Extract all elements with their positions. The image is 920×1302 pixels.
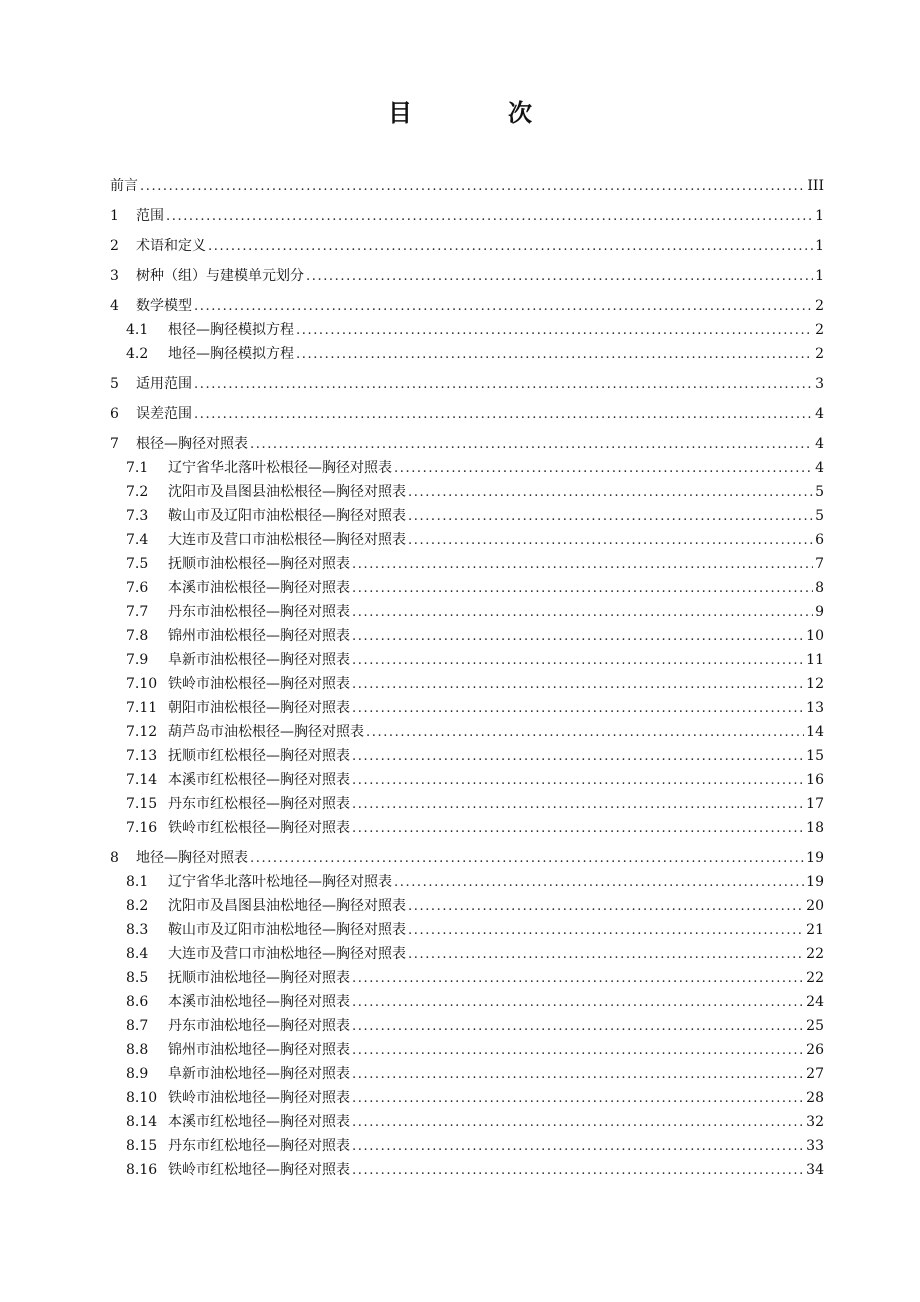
toc-entry-title: 大连市及营口市油松根径—胸径对照表: [168, 532, 406, 548]
toc-entry-title: 本溪市红松根径—胸径对照表: [168, 772, 350, 788]
toc-entry-page: 19: [806, 850, 824, 866]
toc-leader-dots: [352, 769, 804, 793]
toc-subentry[interactable]: [110, 1110, 824, 1134]
toc-entry-number: 2: [110, 238, 119, 254]
toc-entry-title: 地径—胸径对照表: [136, 850, 248, 866]
toc-subentry[interactable]: [110, 1038, 824, 1062]
toc-entry-title: 树种（组）与建模单元划分: [136, 268, 304, 284]
table-of-contents: [110, 174, 824, 1182]
toc-entry-page: 8: [815, 580, 824, 596]
toc-entry-page: 24: [806, 994, 824, 1010]
toc-entry-page: 33: [806, 1138, 824, 1154]
toc-entry-title: 铁岭市红松地径—胸径对照表: [168, 1162, 350, 1178]
toc-entry-number: 7.8: [126, 628, 149, 644]
toc-entry-number: 5: [110, 376, 119, 392]
toc-entry-page: 4: [815, 436, 824, 452]
toc-entry-page: 16: [806, 772, 824, 788]
toc-entry-page: 5: [815, 484, 824, 500]
toc-leader-dots: [394, 871, 804, 895]
toc-entry-number: 7.7: [126, 604, 149, 620]
toc-subentry[interactable]: [110, 480, 824, 504]
toc-entry-title: 丹东市红松根径—胸径对照表: [168, 796, 350, 812]
toc-leader-dots: [194, 403, 813, 427]
toc-entry-number: 7.9: [126, 652, 149, 668]
toc-entry-title: 锦州市油松地径—胸径对照表: [168, 1042, 350, 1058]
toc-entry-number: 7.13: [126, 748, 158, 764]
toc-entry-number: 8.6: [126, 994, 149, 1010]
toc-subentry[interactable]: [110, 696, 824, 720]
toc-leader-dots: [366, 721, 804, 745]
toc-entry-title: 铁岭市红松根径—胸径对照表: [168, 820, 350, 836]
toc-leader-dots: [352, 1015, 804, 1039]
toc-entry-number: 7.4: [126, 532, 149, 548]
toc-entry-title: 辽宁省华北落叶松根径—胸径对照表: [168, 460, 392, 476]
toc-entry-page: 3: [815, 376, 824, 392]
toc-leader-dots: [352, 745, 804, 769]
toc-entry-page: 2: [815, 322, 824, 338]
toc-entry[interactable]: [110, 372, 824, 396]
toc-leader-dots: [194, 295, 813, 319]
toc-leader-dots: [306, 265, 813, 289]
toc-entry-page: 5: [815, 508, 824, 524]
toc-entry-number: 7.5: [126, 556, 149, 572]
toc-entry-title: 大连市及营口市油松地径—胸径对照表: [168, 946, 406, 962]
toc-entry-title: 抚顺市油松根径—胸径对照表: [168, 556, 350, 572]
page-title: 目 次: [388, 99, 568, 127]
toc-leader-dots: [352, 1111, 804, 1135]
toc-entry-page: 27: [806, 1066, 824, 1082]
toc-entry-page: 1: [815, 268, 824, 284]
toc-subentry[interactable]: [110, 768, 824, 792]
toc-entry-title: 本溪市油松地径—胸径对照表: [168, 994, 350, 1010]
toc-entry-page: 20: [806, 898, 824, 914]
toc-entry[interactable]: [110, 432, 824, 456]
toc-entry-page: 17: [806, 796, 824, 812]
toc-entry-number: 8.4: [126, 946, 149, 962]
toc-entry-page: 6: [815, 532, 824, 548]
toc-entry-page: 7: [815, 556, 824, 572]
toc-entry[interactable]: [110, 264, 824, 288]
toc-entry-number: 7.16: [126, 820, 158, 836]
toc-entry-title: 根径—胸径模拟方程: [168, 322, 294, 338]
toc-subentry[interactable]: [110, 648, 824, 672]
toc-entry-page: 9: [815, 604, 824, 620]
toc-entry-title: 锦州市油松根径—胸径对照表: [168, 628, 350, 644]
toc-entry-title: 抚顺市油松地径—胸径对照表: [168, 970, 350, 986]
toc-entry-number: 8.10: [126, 1090, 158, 1106]
toc-entry-number: 8.7: [126, 1018, 149, 1034]
toc-subentry[interactable]: [110, 990, 824, 1014]
toc-entry-title: 本溪市油松根径—胸径对照表: [168, 580, 350, 596]
toc-leader-dots: [408, 895, 804, 919]
toc-subentry[interactable]: [110, 624, 824, 648]
toc-leader-dots: [352, 625, 804, 649]
toc-leader-dots: [352, 601, 813, 625]
toc-subentry[interactable]: [110, 552, 824, 576]
toc-entry-number: 8.1: [126, 874, 149, 890]
toc-entry-title: 误差范围: [136, 406, 192, 422]
toc-leader-dots: [352, 649, 804, 673]
toc-entry-number: 6: [110, 406, 119, 422]
toc-entry-page: 32: [806, 1114, 824, 1130]
toc-subentry[interactable]: [110, 1014, 824, 1038]
toc-subentry[interactable]: [110, 318, 824, 342]
toc-subentry[interactable]: [110, 672, 824, 696]
toc-leader-dots: [352, 577, 813, 601]
toc-subentry[interactable]: [110, 1062, 824, 1086]
toc-leader-dots: [296, 343, 813, 367]
toc-entry-page: 11: [806, 652, 824, 668]
toc-subentry[interactable]: [110, 792, 824, 816]
toc-entry-title: 丹东市油松根径—胸径对照表: [168, 604, 350, 620]
toc-entry-title: 辽宁省华北落叶松地径—胸径对照表: [168, 874, 392, 890]
toc-entry-number: 7.15: [126, 796, 158, 812]
toc-entry-title: 范围: [136, 208, 164, 224]
toc-entry-title: 阜新市油松地径—胸径对照表: [168, 1066, 350, 1082]
toc-leader-dots: [250, 847, 804, 871]
toc-entry-number: 4: [110, 298, 119, 314]
toc-entry-page: 34: [806, 1162, 824, 1178]
toc-subentry[interactable]: [110, 1158, 824, 1182]
toc-entry-page: 10: [806, 628, 824, 644]
toc-entry[interactable]: [110, 846, 824, 870]
toc-entry-number: 7.1: [126, 460, 149, 476]
toc-entry-page: III: [807, 178, 824, 194]
toc-entry-title: 鞍山市及辽阳市油松地径—胸径对照表: [168, 922, 406, 938]
toc-entry-number: 7.2: [126, 484, 149, 500]
toc-entry-number: 7.12: [126, 724, 158, 740]
toc-entry-number: 7.3: [126, 508, 149, 524]
toc-leader-dots: [352, 1135, 804, 1159]
toc-subentry[interactable]: [110, 576, 824, 600]
toc-entry-number: 7.11: [126, 700, 158, 716]
toc-entry-number: 8.14: [126, 1114, 158, 1130]
toc-leader-dots: [208, 235, 813, 259]
toc-entry-page: 13: [806, 700, 824, 716]
toc-subentry[interactable]: [110, 1134, 824, 1158]
toc-entry-number: 8.15: [126, 1138, 158, 1154]
toc-entry-number: 8.2: [126, 898, 149, 914]
toc-entry[interactable]: [110, 402, 824, 426]
toc-leader-dots: [394, 457, 813, 481]
toc-leader-dots: [352, 673, 804, 697]
toc-entry-title: 沈阳市及昌图县油松根径—胸径对照表: [168, 484, 406, 500]
toc-entry-page: 25: [806, 1018, 824, 1034]
toc-entry-title: 术语和定义: [136, 238, 206, 254]
toc-subentry[interactable]: [110, 600, 824, 624]
toc-entry[interactable]: [110, 294, 824, 318]
toc-entry[interactable]: [110, 234, 824, 258]
toc-entry-title: 铁岭市油松根径—胸径对照表: [168, 676, 350, 692]
toc-entry-title: 铁岭市油松地径—胸径对照表: [168, 1090, 350, 1106]
toc-subentry[interactable]: [110, 966, 824, 990]
toc-entry-number: 1: [110, 208, 119, 224]
toc-leader-dots: [408, 481, 813, 505]
toc-entry-page: 21: [806, 922, 824, 938]
toc-entry-page: 18: [806, 820, 824, 836]
toc-entry-title: 地径—胸径模拟方程: [168, 346, 294, 362]
toc-leader-dots: [250, 433, 813, 457]
toc-entry-number: 7: [110, 436, 119, 452]
toc-subentry[interactable]: [110, 816, 824, 840]
toc-leader-dots: [352, 793, 804, 817]
toc-entry-title: 数学模型: [136, 298, 192, 314]
toc-entry-title: 适用范围: [136, 376, 192, 392]
toc-entry-title: 根径—胸径对照表: [136, 436, 248, 452]
toc-entry-page: 1: [815, 208, 824, 224]
toc-leader-dots: [408, 505, 813, 529]
toc-leader-dots: [408, 919, 804, 943]
toc-leader-dots: [352, 553, 813, 577]
toc-entry-title: 本溪市红松地径—胸径对照表: [168, 1114, 350, 1130]
toc-entry-page: 15: [806, 748, 824, 764]
toc-entry-page: 4: [815, 406, 824, 422]
toc-subentry[interactable]: [110, 342, 824, 366]
toc-subentry[interactable]: [110, 528, 824, 552]
toc-subentry[interactable]: [110, 504, 824, 528]
toc-entry-page: 12: [806, 676, 824, 692]
toc-entry[interactable]: [110, 174, 824, 198]
toc-entry-title: 沈阳市及昌图县油松地径—胸径对照表: [168, 898, 406, 914]
toc-entry[interactable]: [110, 204, 824, 228]
toc-entry-page: 28: [806, 1090, 824, 1106]
toc-entry-title: 鞍山市及辽阳市油松根径—胸径对照表: [168, 508, 406, 524]
toc-subentry[interactable]: [110, 720, 824, 744]
toc-entry-number: 7.14: [126, 772, 158, 788]
toc-entry-number: 8: [110, 850, 119, 866]
toc-entry-number: 3: [110, 268, 119, 284]
toc-subentry[interactable]: [110, 456, 824, 480]
toc-subentry[interactable]: [110, 894, 824, 918]
toc-entry-number: 8.5: [126, 970, 149, 986]
toc-entry-number: 4.2: [126, 346, 149, 362]
toc-leader-dots: [352, 697, 804, 721]
toc-subentry[interactable]: [110, 1086, 824, 1110]
toc-leader-dots: [352, 1063, 804, 1087]
toc-entry-title: 前言: [110, 178, 138, 194]
toc-leader-dots: [296, 319, 813, 343]
toc-leader-dots: [408, 529, 813, 553]
toc-leader-dots: [352, 1087, 804, 1111]
toc-leader-dots: [408, 943, 804, 967]
toc-entry-page: 1: [815, 238, 824, 254]
toc-entry-page: 26: [806, 1042, 824, 1058]
toc-leader-dots: [352, 991, 804, 1015]
toc-entry-number: 7.10: [126, 676, 158, 692]
toc-leader-dots: [140, 175, 805, 199]
toc-entry-number: 8.9: [126, 1066, 149, 1082]
toc-entry-title: 抚顺市红松根径—胸径对照表: [168, 748, 350, 764]
toc-entry-title: 朝阳市油松根径—胸径对照表: [168, 700, 350, 716]
toc-entry-title: 丹东市油松地径—胸径对照表: [168, 1018, 350, 1034]
toc-entry-number: 8.8: [126, 1042, 149, 1058]
toc-entry-number: 8.3: [126, 922, 149, 938]
toc-entry-title: 丹东市红松地径—胸径对照表: [168, 1138, 350, 1154]
toc-entry-page: 2: [815, 346, 824, 362]
toc-entry-page: 14: [806, 724, 824, 740]
toc-entry-page: 22: [806, 970, 824, 986]
toc-entry-page: 19: [806, 874, 824, 890]
toc-entry-number: 4.1: [126, 322, 149, 338]
toc-entry-number: 7.6: [126, 580, 149, 596]
toc-leader-dots: [352, 817, 804, 841]
toc-entry-page: 22: [806, 946, 824, 962]
toc-leader-dots: [194, 373, 813, 397]
toc-leader-dots: [352, 1039, 804, 1063]
toc-entry-title: 葫芦岛市油松根径—胸径对照表: [168, 724, 364, 740]
toc-subentry[interactable]: [110, 918, 824, 942]
toc-entry-page: 4: [815, 460, 824, 476]
toc-leader-dots: [352, 1159, 804, 1183]
toc-entry-title: 阜新市油松根径—胸径对照表: [168, 652, 350, 668]
toc-entry-number: 8.16: [126, 1162, 158, 1178]
toc-leader-dots: [166, 205, 813, 229]
toc-subentry[interactable]: [110, 942, 824, 966]
toc-leader-dots: [352, 967, 804, 991]
toc-entry-page: 2: [815, 298, 824, 314]
toc-subentry[interactable]: [110, 744, 824, 768]
toc-subentry[interactable]: [110, 870, 824, 894]
